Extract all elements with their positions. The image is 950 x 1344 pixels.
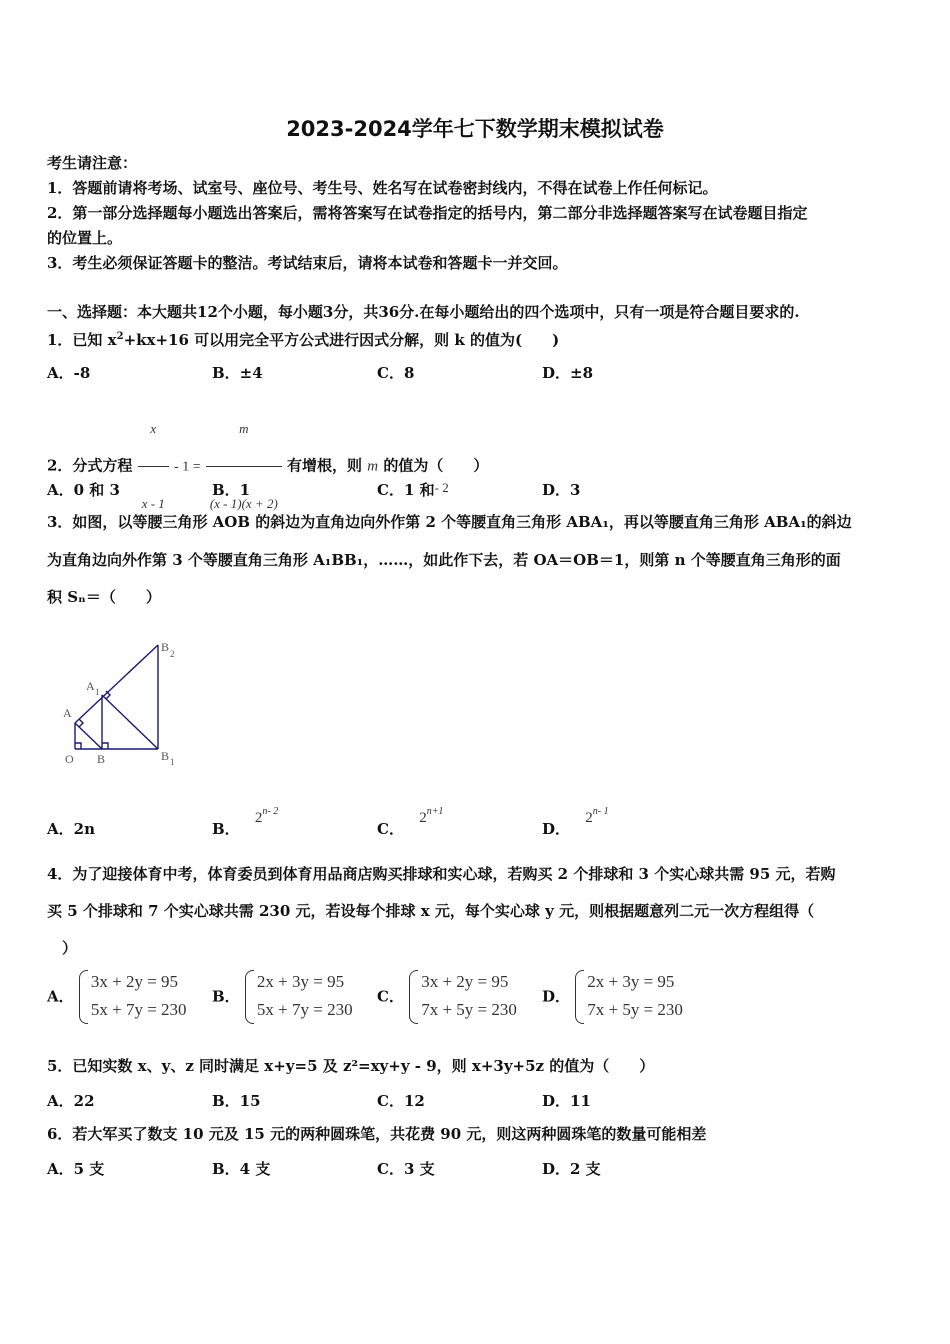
label-b2-sub: 2: [170, 649, 175, 659]
q4-option-a-brace: [79, 970, 88, 1024]
label-a: A: [63, 706, 72, 720]
question-1: [47, 327, 559, 350]
q4-option-a-system: [79, 968, 187, 1024]
q2-var: m: [367, 458, 379, 475]
q3-option-d-exp: n- 1: [592, 806, 609, 817]
section-heading: 一、选择题：本大题共12个小题，每小题3分，共36分.在每小题给出的四个选项中，只有一项是符合题目要求的.: [47, 303, 800, 321]
q4-option-b-eq2: 5x + 7y = 230: [256, 1000, 353, 1019]
q2-frac1-num: x: [138, 393, 169, 467]
q5-option-c[interactable]: C．12: [377, 1092, 425, 1110]
q3-option-c[interactable]: [377, 806, 444, 839]
q5-option-a[interactable]: A．22: [47, 1092, 95, 1110]
label-b: B: [97, 752, 106, 766]
q2-frac1-den: x - 1: [141, 496, 165, 511]
q5-option-d[interactable]: D．11: [542, 1092, 591, 1110]
label-a1: A: [86, 679, 95, 693]
label-b1-sub: 1: [170, 757, 175, 767]
q2-prefix: 2．分式方程: [47, 456, 133, 475]
q2-option-b[interactable]: B．1: [212, 481, 251, 499]
q4-option-d[interactable]: [542, 968, 683, 1024]
q3-option-a[interactable]: A．2n: [47, 820, 95, 838]
q4-option-c-eq2: 7x + 5y = 230: [421, 1000, 517, 1019]
label-o: O: [65, 752, 74, 766]
q4-option-c[interactable]: [377, 968, 517, 1024]
q4-option-a-eq2: 5x + 7y = 230: [90, 1000, 187, 1019]
right-angle-a1: [106, 691, 110, 699]
q4-option-c-brace: [409, 970, 418, 1024]
question-5: 5．已知实数 x、y、z 同时满足 x+y=5 及 z²=xy+y - 9，则 x+3y+5z 的值为（ ）: [47, 1057, 655, 1075]
q3-option-b-exp: n- 2: [262, 806, 279, 817]
right-angle-a: [79, 719, 83, 727]
page-title: 2023-2024学年七下数学期末模拟试卷: [286, 117, 664, 141]
q3-option-c-label: C．: [377, 820, 404, 838]
right-angle-b: [102, 743, 108, 749]
q4-line-1: 4．为了迎接体育中考，体育委员到体育用品商店购买排球和实心球，若购买 2 个排球和 3 个实心球共需 95 元，若购: [47, 865, 836, 883]
q2-frac2-num: m: [206, 393, 282, 467]
q4-option-d-eq1: 2x + 3y = 95: [587, 972, 675, 991]
q4-line-2: 买 5 个排球和 7 个实心球共需 230 元，若设每个排球 x 元，每个实心球 y 元，则根据题意列二元一次方程组得（: [47, 902, 815, 920]
q2-option-a[interactable]: A．0 和 3: [47, 481, 120, 499]
q3-option-b[interactable]: [212, 806, 279, 839]
notice-item-2: 2．第一部分选择题每小题选出答案后，需将答案写在试卷指定的括号内，第二部分非选择题答案写在试卷题目指定: [47, 204, 808, 222]
q3-option-d-label: D．: [542, 820, 571, 838]
q2-option-c-label: C．1 和: [377, 481, 435, 499]
triangle-lines: [75, 645, 158, 749]
q4-option-b-eq1: 2x + 3y = 95: [256, 972, 345, 991]
q6-option-c[interactable]: C．3 支: [377, 1160, 435, 1178]
q1-option-d[interactable]: D．±8: [542, 364, 594, 382]
q2-suffix-b: 的值为（ ）: [383, 456, 489, 475]
q4-option-c-system: [409, 968, 517, 1024]
q4-option-d-brace: [575, 970, 584, 1024]
q6-option-b[interactable]: B．4 支: [212, 1160, 271, 1178]
q2-mid: - 1 =: [174, 459, 201, 475]
q4-line-3: ）: [62, 939, 78, 957]
q1-sup: 2: [116, 331, 124, 342]
q2-option-d[interactable]: D．3: [542, 481, 581, 499]
q3-option-b-base: 2: [254, 810, 263, 826]
q3-option-d[interactable]: [542, 806, 609, 839]
q4-option-b-system: [245, 968, 353, 1024]
label-a1-sub: 1: [95, 687, 100, 697]
q3-line-3: 积 Sₙ＝（ ）: [47, 588, 161, 606]
q4-option-a-label: A．: [47, 987, 74, 1006]
q1-prefix: 1．已知 x: [47, 331, 117, 349]
q3-option-b-label: B．: [212, 820, 240, 838]
notice-item-2-cont: 的位置上。: [47, 229, 123, 247]
q4-option-b-label: B．: [212, 987, 240, 1006]
q2-suffix-a: 有增根，则: [287, 456, 363, 475]
notice-heading: 考生请注意：: [47, 154, 138, 172]
q1-option-a[interactable]: A．-8: [47, 364, 91, 382]
q3-line-2: 为直角边向外作第 3 个等腰直角三角形 A₁BB₁，……，如此作下去，若 OA＝OB＝1，则第 n 个等腰直角三角形的面: [47, 551, 841, 569]
q6-option-a[interactable]: A．5 支: [47, 1160, 105, 1178]
q3-triangle-figure: [55, 635, 195, 770]
q4-option-c-label: C．: [377, 987, 404, 1006]
q1-suffix: +kx+16 可以用完全平方公式进行因式分解，则 k 的值为( ): [123, 331, 560, 349]
q4-option-a-eq1: 3x + 2y = 95: [90, 972, 179, 991]
q4-option-c-eq1: 3x + 2y = 95: [421, 972, 509, 991]
label-b2: B: [161, 640, 170, 654]
q4-option-d-system: [575, 968, 683, 1024]
notice-item-1: 1．答题前请将考场、试室号、座位号、考生号、姓名写在试卷密封线内，不得在试卷上作任何标记。: [47, 179, 718, 197]
label-b1: B: [161, 749, 170, 763]
q3-line-1: 3．如图，以等腰三角形 AOB 的斜边为直角边向外作第 2 个等腰直角三角形 ABA₁，再以等腰直角三角形 ABA₁的斜边: [47, 513, 852, 531]
q4-option-d-label: D．: [542, 987, 571, 1006]
segment-a1b1: [102, 695, 158, 749]
q4-option-b[interactable]: [212, 968, 353, 1024]
q2-frac2-den: (x - 1)(x + 2): [209, 496, 278, 511]
q4-option-a[interactable]: [47, 968, 187, 1024]
q1-option-b[interactable]: B．±4: [212, 364, 263, 382]
q3-option-c-base: 2: [419, 810, 427, 826]
right-angle-o: [75, 743, 81, 749]
q1-option-c[interactable]: C．8: [377, 364, 415, 382]
q5-option-b[interactable]: B．15: [212, 1092, 261, 1110]
q6-option-d[interactable]: D．2 支: [542, 1160, 601, 1178]
q4-option-b-brace: [245, 970, 254, 1024]
question-6: 6．若大军买了数支 10 元及 15 元的两种圆珠笔，共花费 90 元，则这两种圆珠笔的数量可能相差: [47, 1125, 707, 1143]
q2-option-c[interactable]: [377, 479, 449, 500]
q2-option-c-math: - 2: [434, 480, 449, 495]
notice-item-3: 3．考生必须保证答题卡的整洁。考试结束后，请将本试卷和答题卡一并交回。: [47, 254, 568, 272]
q3-option-d-base: 2: [585, 810, 593, 826]
q4-option-d-eq2: 7x + 5y = 230: [587, 1000, 683, 1019]
q3-option-c-exp: n+1: [426, 806, 444, 817]
